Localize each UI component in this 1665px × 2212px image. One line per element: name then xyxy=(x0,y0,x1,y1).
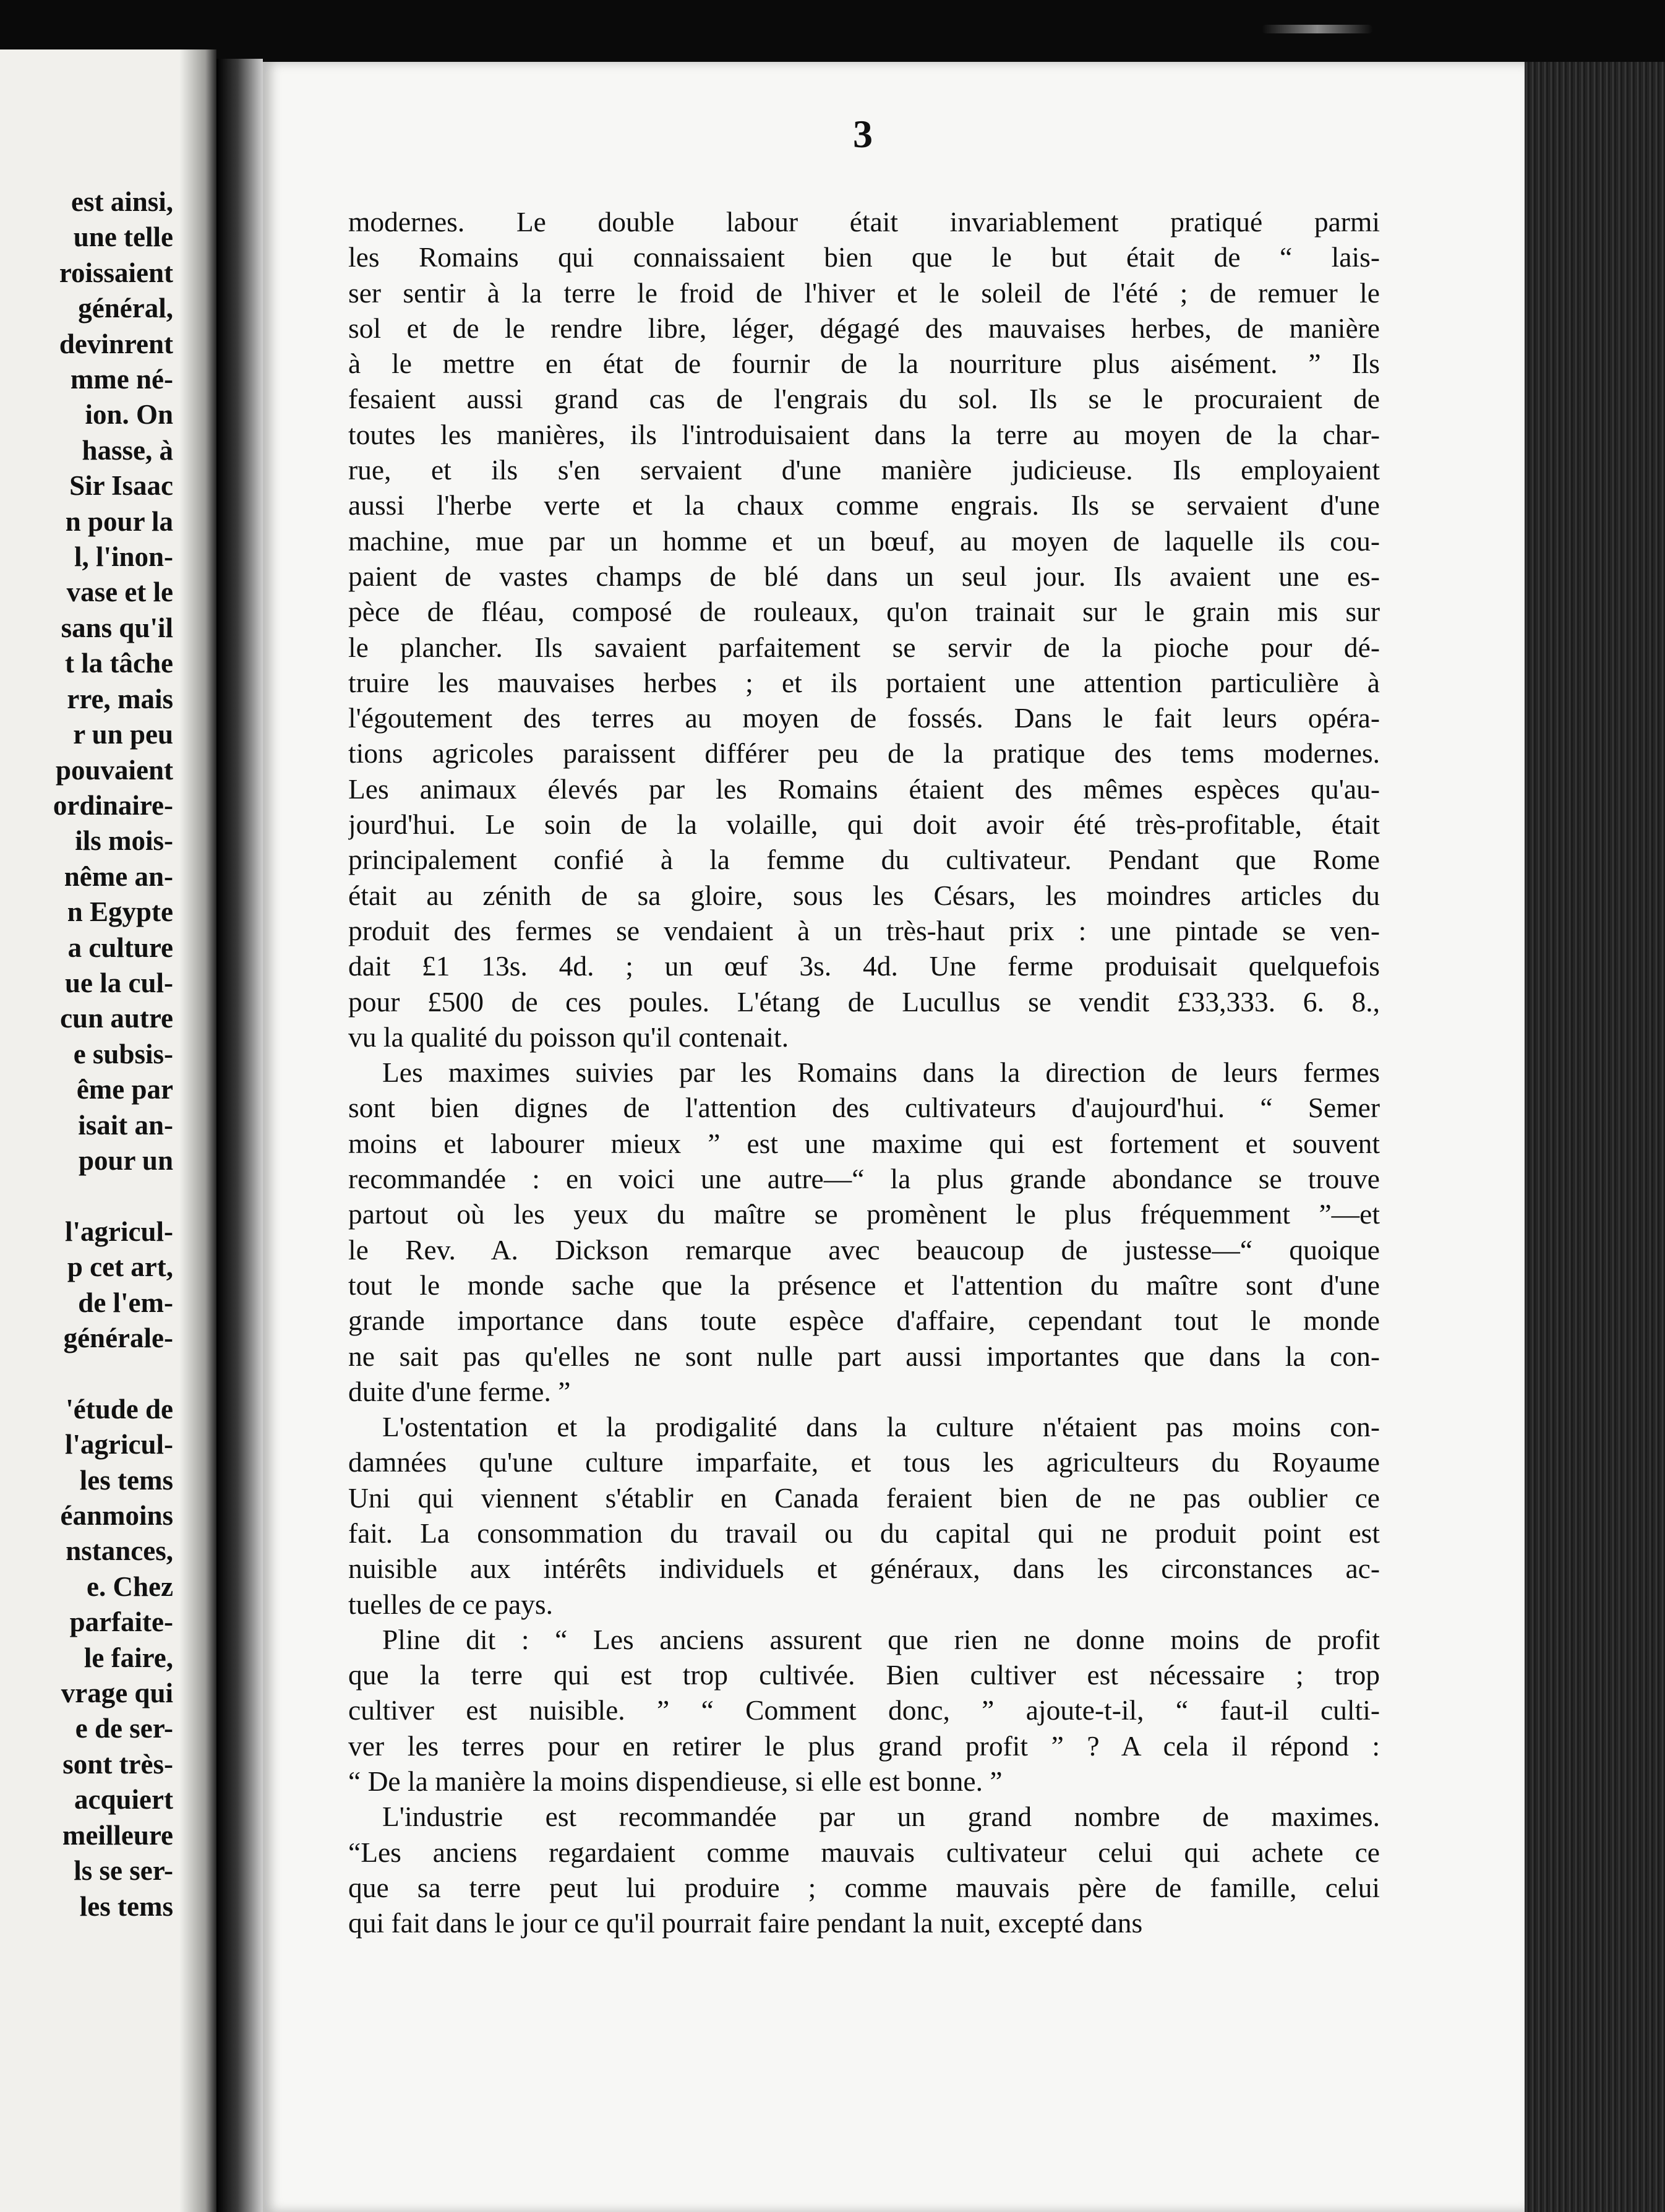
text-line: dait £1 13s. 4d. ; un œuf 3s. 4d. Une ferme produisait quelquefois xyxy=(348,950,1380,982)
left-page-line: sans qu'il xyxy=(61,612,173,643)
left-page-text-fragments xyxy=(53,184,173,1924)
left-page-line: les tems xyxy=(79,1890,173,1922)
text-line: duite d'une ferme. ” xyxy=(348,1375,571,1407)
page-edges xyxy=(1525,62,1665,2212)
left-page-line: cun autre xyxy=(60,1003,173,1034)
left-page-line: le faire, xyxy=(83,1642,173,1673)
text-line: L'industrie est recommandée par un grand nombre de maximes. xyxy=(382,1801,1380,1833)
left-page-line: rre, mais xyxy=(67,683,173,714)
text-line: “ De la manière la moins dispendieuse, si elle est bonne. ” xyxy=(348,1765,1003,1798)
paragraph xyxy=(348,204,1380,1055)
left-page-line: n pour la xyxy=(65,505,173,537)
left-page-line: ils mois- xyxy=(75,825,173,857)
text-line: fesaient aussi grand cas de l'engrais du sol. Ils se le procuraient de xyxy=(348,383,1380,415)
text-line: paient de vastes champs de blé dans un seul jour. Ils avaient une es- xyxy=(348,560,1380,592)
left-page-line: a culture xyxy=(67,932,173,963)
left-page-line: pour un xyxy=(78,1144,173,1176)
text-line: cultiver est nuisible. ” “ Comment donc, ” ajoute-t-il, “ faut-il culti- xyxy=(348,1694,1380,1726)
text-line: ne sait pas qu'elles ne sont nulle part aussi importantes que dans la con- xyxy=(348,1340,1380,1372)
left-page-line: hasse, à xyxy=(82,434,173,466)
text-line: qui fait dans le jour ce qu'il pourrait faire pendant la nuit, excepté dans xyxy=(348,1907,1143,1939)
left-page-line: ue la cul- xyxy=(65,967,173,998)
text-line: que la terre qui est trop cultivée. Bien cultiver est nécessaire ; trop xyxy=(348,1659,1380,1691)
text-line: vu la qualité du poisson qu'il contenait. xyxy=(348,1021,789,1053)
left-page-line: les tems xyxy=(79,1464,173,1496)
body-text xyxy=(348,204,1380,1941)
left-page-line: 'étude de xyxy=(66,1393,173,1425)
left-page-line: e. Chez xyxy=(87,1571,173,1602)
left-page-line xyxy=(53,1356,173,1391)
left-page-line: ême par xyxy=(76,1074,173,1105)
text-line: pour £500 de ces poules. L'étang de Lucullus se vendit £33,333. 6. 8., xyxy=(348,985,1380,1018)
page-number: 3 xyxy=(853,112,873,156)
left-page-line: t la tâche xyxy=(65,648,173,679)
left-page-line: n Egypte xyxy=(67,896,173,928)
left-page-line: est ainsi, xyxy=(71,186,173,217)
text-line: Uni qui viennent s'établir en Canada feraient bien de ne pas oublier ce xyxy=(348,1481,1380,1514)
left-page-line: isait an- xyxy=(78,1109,173,1141)
text-line: le Rev. A. Dickson remarque avec beaucoup de justesse—“ quoique xyxy=(348,1233,1380,1266)
text-line: à le mettre en état de fournir de la nourriture plus aisément. ” Ils xyxy=(348,348,1380,380)
paragraph xyxy=(348,1799,1380,1940)
text-line: aussi l'herbe verte et la chaux comme engrais. Ils se servaient d'une xyxy=(348,489,1380,521)
left-page-line: ion. On xyxy=(85,399,173,431)
left-page-line: éanmoins xyxy=(60,1500,173,1532)
left-page-line: pouvaient xyxy=(55,754,173,786)
paragraph xyxy=(348,1055,1380,1409)
left-page-line: Sir Isaac xyxy=(69,470,173,502)
left-page-line: acquiert xyxy=(74,1784,173,1815)
text-line: grande importance dans toute espèce d'affaire, cependant tout le monde xyxy=(348,1305,1380,1337)
text-line: L'ostentation et la prodigalité dans la culture n'étaient pas moins con- xyxy=(382,1411,1380,1443)
left-page-line: l'agricul- xyxy=(65,1215,173,1247)
left-page-line: nstances, xyxy=(66,1535,173,1567)
left-page-line xyxy=(53,1178,173,1214)
left-page-line: général, xyxy=(78,293,173,324)
text-line: moins et labourer mieux ” est une maxime qui est fortement et souvent xyxy=(348,1127,1380,1159)
left-page-line: vrage qui xyxy=(61,1678,173,1709)
text-line: partout où les yeux du maître se promènent le plus fréquemment ”—et xyxy=(348,1198,1380,1230)
left-page-line: ordinaire- xyxy=(53,789,173,821)
text-line: ver les terres pour en retirer le plus grand profit ” ? A cela il répond : xyxy=(348,1730,1380,1762)
left-page-line: sont très- xyxy=(62,1748,173,1780)
book-spine xyxy=(216,59,263,2212)
text-line: recommandée : en voici une autre—“ la plus grande abondance se trouve xyxy=(348,1163,1380,1195)
left-page-line: meilleure xyxy=(62,1819,173,1851)
left-page-line: e de ser- xyxy=(75,1713,173,1744)
left-page-line: ls se ser- xyxy=(74,1855,173,1887)
text-line: tout le monde sache que la présence et l'attention du maître sont d'une xyxy=(348,1269,1380,1301)
text-line: Les maximes suivies par les Romains dans la direction de leurs fermes xyxy=(382,1057,1380,1089)
text-line: Les animaux élevés par les Romains étaient des mêmes espèces qu'au- xyxy=(348,773,1380,805)
text-line: fait. La consommation du travail ou du capital qui ne produit point est xyxy=(348,1517,1380,1549)
text-line: sont bien dignes de l'attention des cultivateurs d'aujourd'hui. “ Semer xyxy=(348,1092,1380,1124)
left-page-line: l'agricul- xyxy=(65,1429,173,1460)
text-line: sol et de le rendre libre, léger, dégagé des mauvaises herbes, de manière xyxy=(348,312,1380,344)
text-line: tions agricoles paraissent différer peu de la pratique des tems modernes. xyxy=(348,737,1380,769)
left-page-line: e subsis- xyxy=(73,1038,173,1070)
left-page-line: r un peu xyxy=(73,719,173,750)
scan-edge-mark xyxy=(1262,25,1373,33)
text-line: truire les mauvaises herbes ; et ils portaient une attention particulière à xyxy=(348,666,1380,698)
gutter-shadow xyxy=(179,49,216,2212)
left-page-line: roissaient xyxy=(59,257,173,288)
text-line: principalement confié à la femme du cultivateur. Pendant que Rome xyxy=(348,844,1380,876)
left-facing-page xyxy=(0,49,216,2212)
left-page-line: vase et le xyxy=(66,577,173,608)
text-line: Pline dit : “ Les anciens assurent que rien ne donne moins de profit xyxy=(382,1623,1380,1655)
text-line: “Les anciens regardaient comme mauvais cultivateur celui qui achete ce xyxy=(348,1836,1380,1868)
text-line: toutes les manières, ils l'introduisaient dans la terre au moyen de la char- xyxy=(348,418,1380,450)
left-page-line: de l'em- xyxy=(78,1287,173,1318)
text-line: tuelles de ce pays. xyxy=(348,1588,554,1620)
text-line: produit des fermes se vendaient à un très-haut prix : une pintade se ven- xyxy=(348,914,1380,946)
text-line: pèce de fléau, composé de rouleaux, qu'on trainait sur le grain mis sur xyxy=(348,596,1380,628)
left-page-line: une telle xyxy=(73,221,173,253)
text-line: machine, mue par un homme et un bœuf, au moyen de laquelle ils cou- xyxy=(348,525,1380,557)
left-page-line: devinrent xyxy=(59,328,173,359)
text-line: l'égoutement des terres au moyen de fossés. Dans le fait leurs opéra- xyxy=(348,702,1380,734)
text-line: était au zénith de sa gloire, sous les Césars, les moindres articles du xyxy=(348,879,1380,911)
text-line: jourd'hui. Le soin de la volaille, qui doit avoir été très-profitable, était xyxy=(348,808,1380,841)
text-line: ser sentir à la terre le froid de l'hiver et le soleil de l'été ; de remuer le xyxy=(348,276,1380,309)
left-page-line: nême an- xyxy=(64,860,173,892)
left-page-line: mme né- xyxy=(70,364,173,395)
left-page-line: l, l'inon- xyxy=(74,541,173,573)
left-page-line: générale- xyxy=(63,1322,173,1353)
text-line: les Romains qui connaissaient bien que le but était de “ lais- xyxy=(348,241,1380,273)
text-line: que sa terre peut lui produire ; comme mauvais père de famille, celui xyxy=(348,1871,1380,1903)
text-line: nuisible aux intérêts individuels et généraux, dans les circonstances ac- xyxy=(348,1553,1380,1585)
left-page-line: p cet art, xyxy=(67,1251,173,1283)
paragraph xyxy=(348,1622,1380,1799)
paragraph xyxy=(348,1409,1380,1622)
text-line: le plancher. Ils savaient parfaitement se servir de la pioche pour dé- xyxy=(348,631,1380,663)
text-line: damnées qu'une culture imparfaite, et tous les agriculteurs du Royaume xyxy=(348,1446,1380,1478)
text-line: rue, et ils s'en servaient d'une manière judicieuse. Ils employaient xyxy=(348,454,1380,486)
text-line: modernes. Le double labour était invariablement pratiqué parmi xyxy=(348,206,1380,238)
left-page-line: parfaite- xyxy=(69,1606,173,1638)
